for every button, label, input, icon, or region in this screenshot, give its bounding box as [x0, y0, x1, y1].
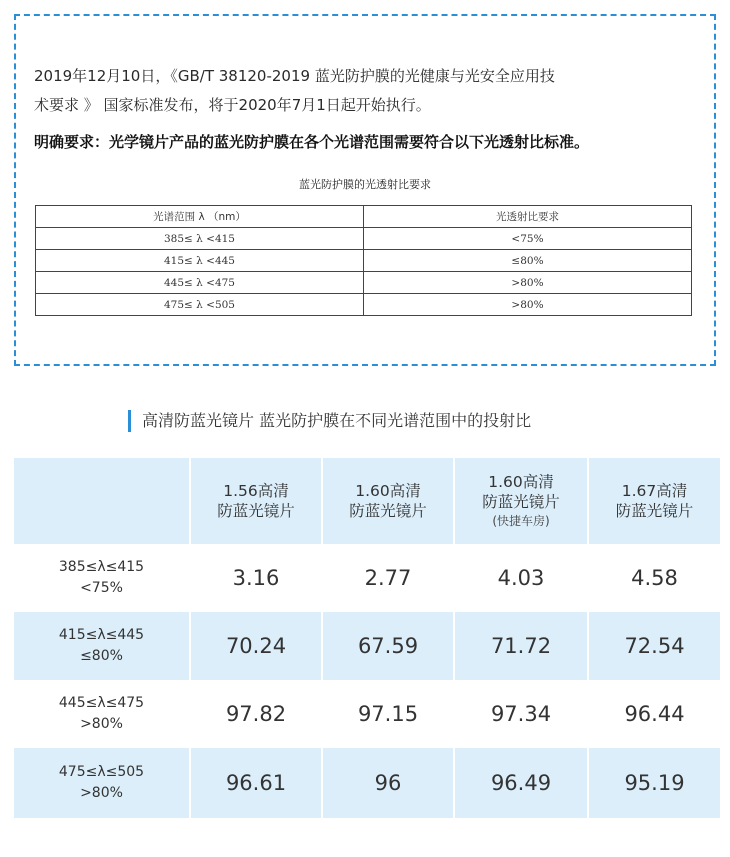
spec-row	[36, 294, 692, 316]
transmittance-value: 96.61	[190, 748, 322, 818]
transmittance-value: 67.59	[322, 612, 454, 680]
spec-range-cell: 415≤ λ <445	[36, 250, 364, 272]
table-row	[14, 612, 720, 680]
spec-range-cell: 385≤ λ <415	[36, 228, 364, 250]
spec-limit-cell: ≤80%	[364, 250, 692, 272]
spectrum-range-label: 475≤λ≤505 >80%	[14, 748, 190, 818]
spec-limit-cell: >80%	[364, 272, 692, 294]
spec-limit-cell: >80%	[364, 294, 692, 316]
spec-range-cell: 445≤ λ <475	[36, 272, 364, 294]
table-row	[14, 748, 720, 818]
lens-transmittance-table	[14, 458, 720, 818]
transmittance-value: 70.24	[190, 612, 322, 680]
transmittance-value: 71.72	[454, 612, 588, 680]
transmittance-value: 96.49	[454, 748, 588, 818]
lens-header-row	[14, 458, 720, 544]
transmittance-value: 4.03	[454, 544, 588, 612]
lens-header-167: 1.67高清 防蓝光镜片	[588, 458, 720, 544]
spec-range-cell: 475≤ λ <505	[36, 294, 364, 316]
transmittance-value: 4.58	[588, 544, 720, 612]
spectrum-range-label: 385≤λ≤415 <75%	[14, 544, 190, 612]
spec-limit-cell: <75%	[364, 228, 692, 250]
spec-row	[36, 228, 692, 250]
transmittance-value: 97.15	[322, 680, 454, 748]
spectrum-range-label: 415≤λ≤445 ≤80%	[14, 612, 190, 680]
requirement-statement: 明确要求：光学镜片产品的蓝光防护膜在各个光谱范围需要符合以下光透射比标准。	[34, 133, 590, 151]
corner-cell	[14, 458, 190, 544]
lens-header-160-fast: 1.60高清 防蓝光镜片 (快捷车房)	[454, 458, 588, 544]
lens-header-156: 1.56高清 防蓝光镜片	[190, 458, 322, 544]
table-row	[14, 680, 720, 748]
spec-row	[36, 250, 692, 272]
transmittance-value: 97.34	[454, 680, 588, 748]
spec-table-caption: 蓝光防护膜的光透射比要求	[299, 178, 431, 191]
spec-header-row	[36, 206, 692, 228]
transmittance-value: 2.77	[322, 544, 454, 612]
intro-line-1: 2019年12月10日，《GB/T 38120-2019 蓝光防护膜的光健康与光安全应用技	[34, 67, 555, 85]
spec-requirement-table	[35, 205, 692, 316]
spectrum-range-label: 445≤λ≤475 >80%	[14, 680, 190, 748]
comparison-title: 高清防蓝光镜片 蓝光防护膜在不同光谱范围中的投射比	[128, 410, 531, 432]
intro-line-2: 术要求 》 国家标准发布，将于2020年7月1日起开始执行。	[34, 96, 431, 114]
lens-header-160: 1.60高清 防蓝光镜片	[322, 458, 454, 544]
transmittance-value: 97.82	[190, 680, 322, 748]
transmittance-value: 95.19	[588, 748, 720, 818]
transmittance-value: 96	[322, 748, 454, 818]
standard-intro-text	[34, 62, 704, 120]
spec-header-range: 光谱范围 λ （nm）	[36, 206, 364, 228]
lens-header-note: (快捷车房)	[492, 514, 550, 528]
spec-header-transmittance: 光透射比要求	[364, 206, 692, 228]
table-row	[14, 544, 720, 612]
transmittance-value: 3.16	[190, 544, 322, 612]
spec-row	[36, 272, 692, 294]
transmittance-value: 72.54	[588, 612, 720, 680]
transmittance-value: 96.44	[588, 680, 720, 748]
